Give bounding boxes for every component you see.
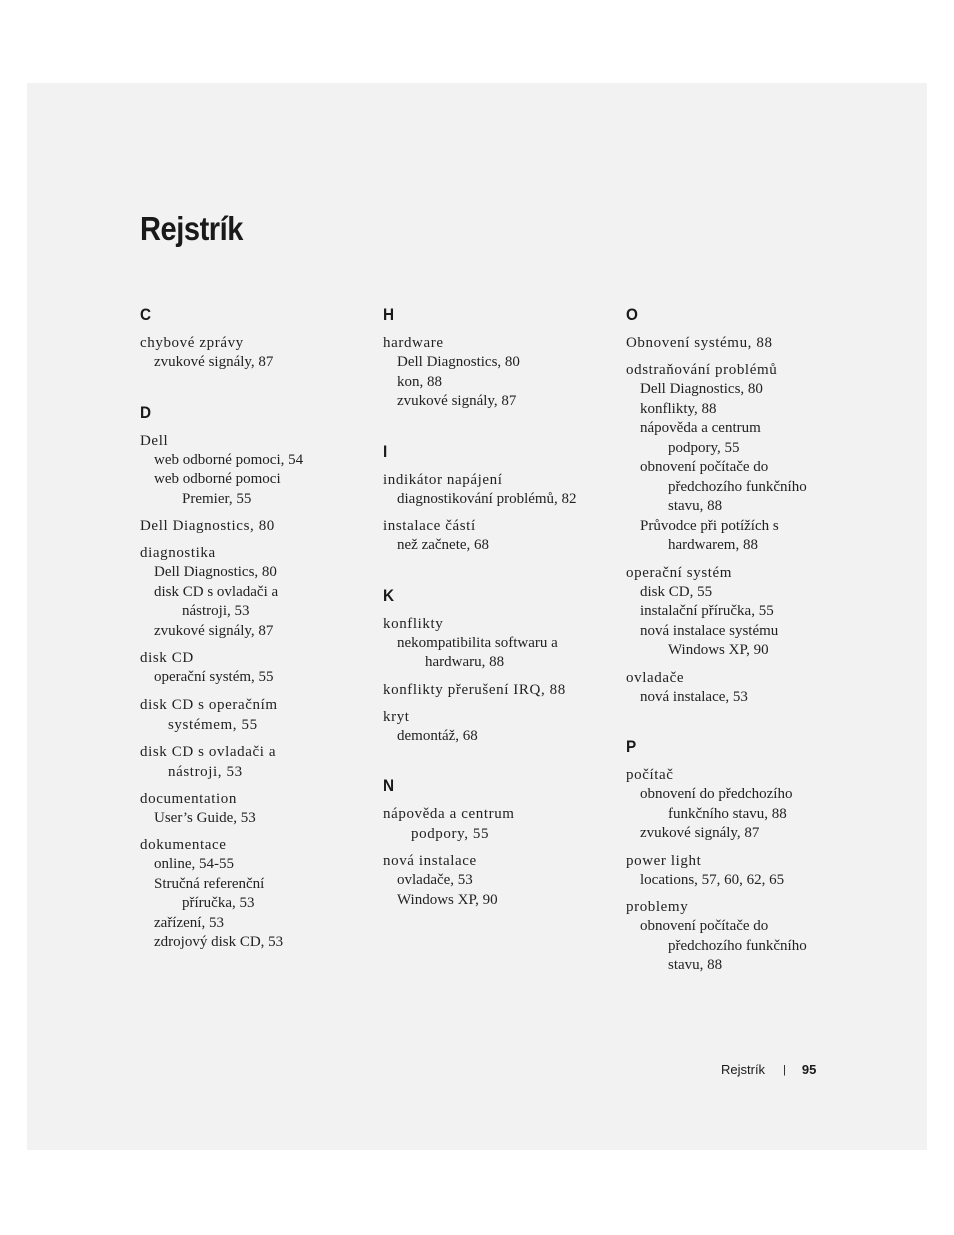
entry-subentry: [383, 373, 608, 393]
entry-term: [383, 680, 608, 700]
subentry-text: locations, 57, 60, 62, 65: [640, 871, 785, 888]
entry-subentry: [140, 583, 365, 622]
entry-term-text: Dell Diagnostics, 80: [140, 518, 275, 534]
entry-term: [626, 851, 841, 871]
subentry-text: Dell Diagnostics, 80: [640, 381, 763, 397]
entry-term: [140, 516, 365, 536]
entry-subentry: [383, 727, 608, 747]
page-number: 95: [801, 1062, 817, 1077]
entry-term-continuation: podpory, 55: [411, 826, 490, 842]
entry-subentry: [140, 809, 365, 829]
subentry-text: Dell Diagnostics, 80: [154, 564, 277, 580]
entry-term: [140, 648, 365, 668]
entry-term-text: kryt: [383, 708, 410, 725]
entry-term-text: ovladače: [626, 669, 685, 686]
subentry-continuation: hardwarem, 88: [668, 537, 758, 553]
index-entry: [140, 789, 365, 829]
subentry-text: Průvodce při potížích s: [640, 517, 779, 534]
entry-subentry: [626, 917, 841, 976]
subentry-text: obnovení počítače do: [640, 459, 769, 475]
entry-subentry: [626, 458, 841, 517]
subentry-text: diagnostikování problémů, 82: [397, 490, 577, 507]
entry-subentry: [383, 536, 608, 556]
entry-term-text: diagnostika: [140, 545, 216, 561]
index-section: [140, 305, 365, 373]
entry-term-text: documentation: [140, 790, 237, 807]
entry-subentry: [626, 824, 841, 844]
subentry-text: obnovení do předchozího: [640, 786, 793, 802]
section-letter: H: [383, 305, 395, 324]
entry-subentry: [383, 490, 608, 510]
entry-subentry: [140, 875, 365, 914]
entry-term-text: disk CD s ovladači a: [140, 743, 277, 760]
entry-subentry: [140, 563, 365, 583]
index-entry: [140, 543, 365, 641]
entry-term-text: instalace částí: [383, 518, 476, 534]
subentry-text: instalační příručka, 55: [640, 603, 774, 619]
index-entry: [140, 333, 365, 373]
subentry-continuation: příručka, 53: [182, 895, 255, 911]
entry-term-text: hardware: [383, 335, 444, 351]
page-title: Rejstrík: [140, 210, 244, 247]
subentry-continuation: podpory, 55: [668, 439, 740, 456]
subentry-text: online, 54-55: [154, 856, 234, 872]
entry-term: [140, 695, 365, 735]
subentry-text: User’s Guide, 53: [154, 809, 256, 826]
entry-subentry: [626, 785, 841, 824]
subentry-continuation: předchozího funkčního: [668, 937, 807, 954]
subentry-text: zařízení, 53: [154, 914, 224, 931]
subentry-continuation: stavu, 88: [668, 957, 723, 973]
subentry-continuation: hardwaru, 88: [425, 654, 505, 670]
entry-term-text: Obnovení systému, 88: [626, 335, 773, 351]
entry-subentry: [140, 668, 365, 688]
index-entry: [140, 648, 365, 688]
entry-term: [383, 707, 608, 727]
subentry-text: operační systém, 55: [154, 669, 274, 685]
entry-subentry: [383, 634, 608, 673]
section-letter: N: [383, 776, 395, 795]
entry-term: [383, 470, 608, 490]
subentry-text: konflikty, 88: [640, 400, 717, 417]
index-column-2: [383, 305, 608, 940]
entry-term-text: problemy: [626, 899, 689, 915]
subentry-text: web odborné pomoci, 54: [154, 451, 304, 468]
index-entry: [383, 707, 608, 747]
entry-subentry: [626, 517, 841, 556]
subentry-continuation: nástroji, 53: [182, 603, 250, 619]
entry-subentry: [626, 419, 841, 458]
index-entry: [626, 765, 841, 844]
index-section: [383, 776, 608, 910]
subentry-text: nová instalace systému: [640, 622, 779, 639]
entry-term: [383, 516, 608, 536]
index-entry: [383, 516, 608, 556]
index-entry: [383, 804, 608, 844]
subentry-text: web odborné pomoci: [154, 471, 281, 487]
section-letter: I: [383, 441, 388, 461]
entry-term: [626, 563, 841, 583]
entry-subentry: [626, 380, 841, 400]
entry-term: [140, 333, 365, 353]
entry-term: [140, 789, 365, 809]
entry-term: [140, 431, 365, 451]
index-entry: [626, 563, 841, 661]
section-letter: O: [626, 305, 638, 324]
entry-subentry: [140, 914, 365, 934]
entry-term: [626, 765, 841, 785]
index-entry: [140, 742, 365, 782]
index-entry: [140, 516, 365, 536]
entry-subentry: [383, 392, 608, 412]
subentry-text: disk CD, 55: [640, 583, 713, 600]
entry-subentry: [140, 933, 365, 953]
subentry-continuation: funkčního stavu, 88: [668, 805, 787, 822]
index-entry: [383, 614, 608, 673]
subentry-text: demontáž, 68: [397, 727, 478, 744]
subentry-text: nová instalace, 53: [640, 688, 748, 705]
entry-term-text: disk CD: [140, 650, 194, 666]
index-section: [626, 737, 841, 976]
subentry-text: nápověda a centrum: [640, 420, 761, 436]
entry-term-continuation: nástroji, 53: [168, 763, 243, 780]
index-section: [383, 442, 608, 556]
subentry-continuation: stavu, 88: [668, 498, 723, 514]
subentry-continuation: předchozího funkčního: [668, 478, 807, 495]
entry-term-text: chybové zprávy: [140, 335, 244, 351]
index-column-3: [626, 305, 841, 1006]
subentry-text: zvukové signály, 87: [640, 825, 760, 841]
entry-term-continuation: systémem, 55: [168, 716, 258, 733]
subentry-text: Windows XP, 90: [397, 891, 498, 908]
subentry-text: ovladače, 53: [397, 872, 473, 888]
entry-term-text: Dell: [140, 432, 169, 449]
section-letter: C: [140, 305, 152, 324]
entry-subentry: [626, 622, 841, 661]
index-entry: [383, 470, 608, 510]
entry-subentry: [626, 688, 841, 708]
entry-term-text: odstraňování problémů: [626, 362, 778, 378]
entry-subentry: [140, 353, 365, 373]
subentry-continuation: Windows XP, 90: [668, 642, 769, 658]
section-letter: P: [626, 737, 637, 756]
index-entry: [383, 680, 608, 700]
entry-term-text: indikátor napájení: [383, 471, 503, 488]
entry-term: [626, 333, 841, 353]
entry-term-text: nápověda a centrum: [383, 806, 515, 822]
index-section: [383, 586, 608, 747]
entry-subentry: [383, 871, 608, 891]
index-entry: [626, 668, 841, 708]
entry-term-text: power light: [626, 852, 702, 869]
entry-term: [626, 897, 841, 917]
index-entry: [383, 851, 608, 910]
section-letter: K: [383, 585, 395, 605]
subentry-text: zvukové signály, 87: [397, 393, 517, 409]
entry-subentry: [140, 622, 365, 642]
entry-subentry: [140, 855, 365, 875]
entry-term: [140, 742, 365, 782]
index-entry: [626, 360, 841, 556]
footer-section-label: Rejstrík: [721, 1062, 766, 1077]
index-section: [626, 305, 841, 707]
entry-subentry: [140, 470, 365, 509]
page-footer: [721, 1062, 816, 1077]
entry-term-text: nová instalace: [383, 853, 477, 869]
subentry-text: obnovení počítače do: [640, 918, 769, 934]
index-entry: [626, 333, 841, 353]
entry-term: [626, 360, 841, 380]
index-entry: [383, 333, 608, 412]
entry-subentry: [626, 400, 841, 420]
footer-separator: |: [783, 1063, 786, 1076]
subentry-text: zvukové signály, 87: [154, 622, 274, 639]
subentry-text: než začnete, 68: [397, 537, 490, 553]
entry-term-text: disk CD s operačním: [140, 696, 278, 713]
subentry-text: zdrojový disk CD, 53: [154, 934, 284, 950]
subentry-text: kon, 88: [397, 373, 442, 390]
entry-term: [626, 668, 841, 688]
index-section: [140, 403, 365, 953]
entry-term: [140, 543, 365, 563]
entry-term: [140, 835, 365, 855]
subentry-text: nekompatibilita softwaru a: [397, 634, 558, 651]
index-entry: [140, 431, 365, 510]
entry-subentry: [383, 891, 608, 911]
index-entry: [626, 897, 841, 976]
subentry-text: disk CD s ovladači a: [154, 583, 279, 600]
entry-term: [383, 851, 608, 871]
index-entry: [626, 851, 841, 891]
section-letter: D: [140, 402, 152, 422]
entry-subentry: [626, 602, 841, 622]
entry-subentry: [383, 353, 608, 373]
index-column-1: [140, 305, 365, 983]
entry-term-text: konflikty přerušení IRQ, 88: [383, 681, 566, 698]
subentry-text: Stručná referenční: [154, 875, 265, 892]
entry-term: [383, 804, 608, 844]
entry-term-text: konflikty: [383, 615, 444, 632]
subentry-continuation: Premier, 55: [182, 490, 252, 507]
index-section: [383, 305, 608, 412]
entry-term: [383, 333, 608, 353]
entry-term-text: počítač: [626, 767, 674, 783]
index-entry: [140, 695, 365, 735]
entry-term-text: operační systém: [626, 564, 733, 581]
entry-subentry: [626, 871, 841, 891]
entry-term: [383, 614, 608, 634]
entry-subentry: [140, 451, 365, 471]
index-entry: [140, 835, 365, 953]
entry-subentry: [626, 583, 841, 603]
entry-term-text: dokumentace: [140, 837, 227, 853]
subentry-text: Dell Diagnostics, 80: [397, 354, 520, 370]
subentry-text: zvukové signály, 87: [154, 354, 274, 370]
